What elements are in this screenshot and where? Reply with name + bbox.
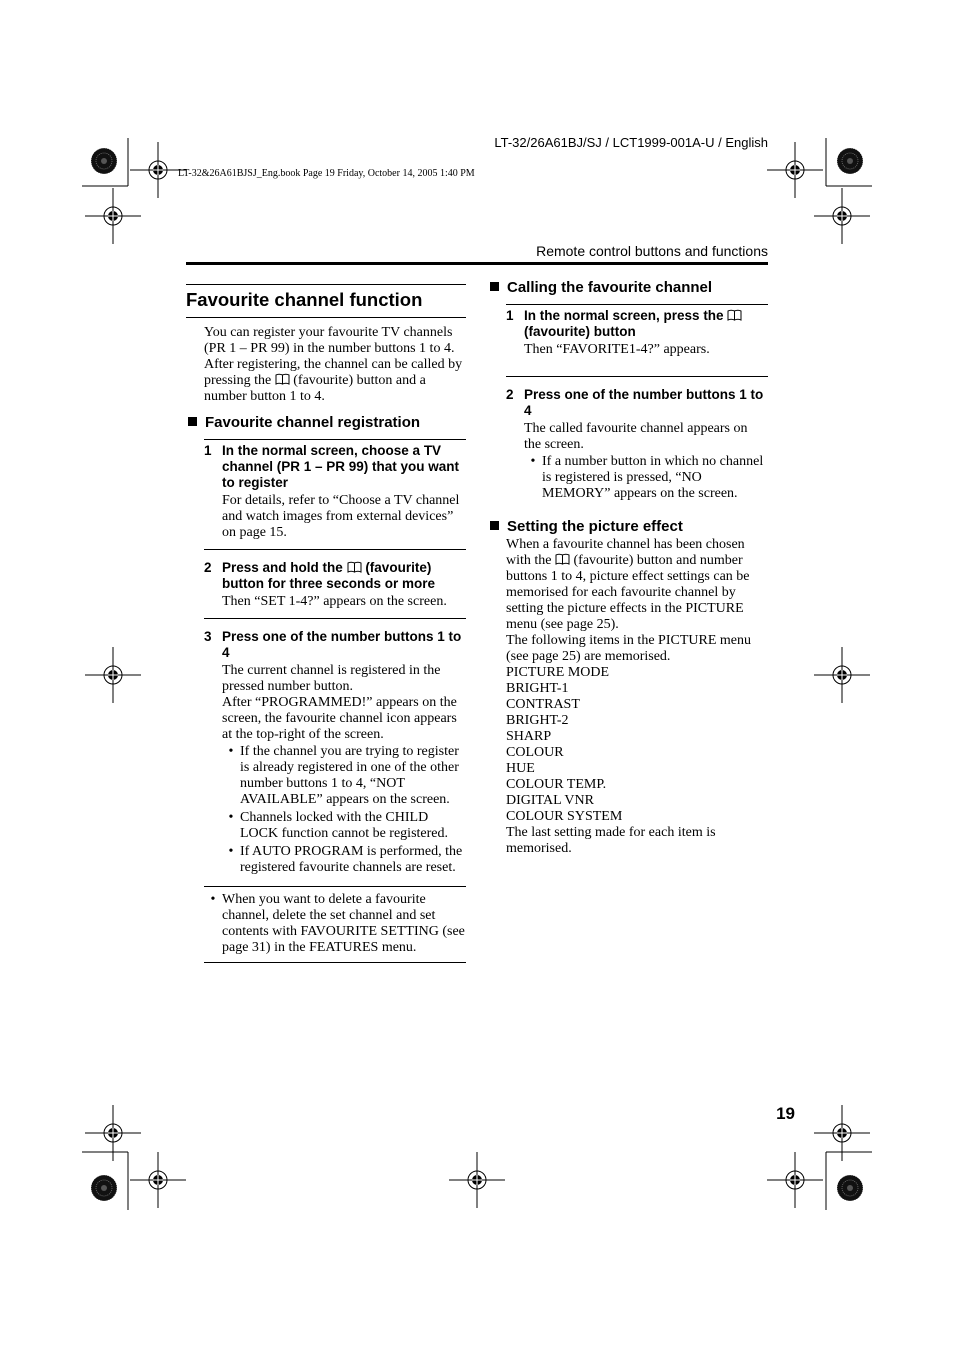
subsection-heading-text: Setting the picture effect bbox=[507, 518, 683, 535]
paragraph-text-2: (favourite) button and number buttons 1 to 4, picture effect settings can be memorised for each favourite channel by setting the picture effects in the PICTURE menu (see page 25). bbox=[506, 553, 750, 632]
step-body-text-1: The current channel is registered in the pressed number button. bbox=[222, 663, 441, 694]
step-1 bbox=[506, 304, 768, 377]
list-item: • Channels locked with the CHILD LOCK function cannot be registered. bbox=[222, 810, 466, 842]
step-body: For details, refer to “Choose a TV channel and watch images from external devices” on page 15. bbox=[222, 493, 460, 540]
subsection-heading bbox=[186, 414, 466, 431]
header-rule bbox=[186, 262, 768, 265]
step-body bbox=[524, 421, 768, 502]
note-box bbox=[204, 887, 466, 963]
step-heading bbox=[222, 560, 466, 592]
step-3 bbox=[204, 629, 466, 887]
list-item: • If the channel you are trying to register is already registered in one of the other number buttons 1 to 4, “NOT AVAILABLE” appears on the screen. bbox=[222, 744, 466, 808]
list-item: BRIGHT-2 bbox=[506, 713, 569, 728]
list-item: CONTRAST bbox=[506, 697, 580, 712]
step-body: Then “FAVORITE1-4?” appears. bbox=[524, 342, 710, 357]
step-2 bbox=[204, 560, 466, 619]
step-body: Then “SET 1-4?” appears on the screen. bbox=[222, 594, 447, 609]
list-item: SHARP bbox=[506, 729, 552, 744]
step-number: 3 bbox=[204, 629, 212, 644]
left-column bbox=[186, 284, 466, 963]
open-book-icon bbox=[555, 553, 570, 565]
note-item: • When you want to delete a favourite channel, delete the set channel and set contents with FAVOURITE SETTING (see page 31) in the FEATURES menu. bbox=[210, 892, 465, 955]
list-item: COLOUR SYSTEM bbox=[506, 809, 623, 824]
list-item-text: If a number button in which no channel is registered is pressed, “NO MEMORY” appears on the screen. bbox=[542, 454, 764, 501]
list-item: COLOUR bbox=[506, 745, 564, 760]
intro-paragraph bbox=[204, 325, 466, 405]
note-text: When you want to delete a favourite channel, delete the set channel and set contents with FAVOURITE SETTING (see page 31) in the FEATURES menu. bbox=[222, 892, 465, 955]
open-book-icon bbox=[275, 373, 290, 385]
step-number: 1 bbox=[506, 308, 514, 323]
list-item-text: Channels locked with the CHILD LOCK function cannot be registered. bbox=[240, 810, 448, 841]
step-heading-text-2: (favourite) button for three seconds or more bbox=[222, 560, 436, 591]
intro-text-2: (favourite) button and a number button 1 to 4. bbox=[204, 373, 426, 404]
book-file-line: LT-32&26A61BJSJ_Eng.book Page 19 Friday, October 14, 2005 1:40 PM bbox=[178, 168, 475, 179]
subsection-heading-text: Calling the favourite channel bbox=[507, 279, 713, 296]
step-2 bbox=[506, 387, 768, 510]
step-number: 2 bbox=[204, 560, 212, 575]
step-heading: Press one of the number buttons 1 to 4 bbox=[222, 629, 462, 660]
step-heading-text-1: Press and hold the bbox=[222, 560, 343, 575]
page-number: 19 bbox=[776, 1104, 795, 1123]
list-item: PICTURE MODE bbox=[506, 665, 610, 680]
list-item: HUE bbox=[506, 761, 535, 776]
paragraph: The following items in the PICTURE menu (see page 25) are memorised. bbox=[506, 633, 751, 664]
paragraph bbox=[506, 537, 768, 633]
picture-effect-body bbox=[506, 537, 768, 857]
list-item-text: If the channel you are trying to register is already registered in one of the other number buttons 1 to 4, “NOT AVAILABLE” appears on the screen. bbox=[240, 744, 459, 807]
subsection-heading bbox=[488, 279, 768, 296]
right-column bbox=[488, 279, 768, 857]
section-title: Favourite channel function bbox=[186, 284, 466, 318]
step-number: 1 bbox=[204, 443, 212, 458]
running-header: Remote control buttons and functions bbox=[536, 243, 768, 259]
list-item: COLOUR TEMP. bbox=[506, 777, 607, 792]
step-body-text: The called favourite channel appears on the screen. bbox=[524, 421, 748, 452]
paragraph: The last setting made for each item is memorised. bbox=[506, 825, 716, 856]
list-item: BRIGHT-1 bbox=[506, 681, 569, 696]
list-item: • If a number button in which no channel is registered is pressed, “NO MEMORY” appears on the screen. bbox=[524, 454, 768, 502]
open-book-icon bbox=[727, 309, 742, 321]
step-1 bbox=[204, 439, 466, 550]
paragraph-text-1: When a favourite channel has been chosen with the bbox=[506, 537, 745, 568]
open-book-icon bbox=[347, 561, 362, 573]
step-body-text-2: After “PROGRAMMED!” appears on the screen, the favourite channel icon appears at the top-right of the screen. bbox=[222, 695, 457, 742]
menu-item-list bbox=[506, 665, 768, 825]
list-item: • If AUTO PROGRAM is performed, the registered favourite channels are reset. bbox=[222, 844, 466, 876]
document-id: LT-32/26A61BJ/SJ / LCT1999-001A-U / English bbox=[494, 135, 768, 150]
step-body bbox=[222, 663, 466, 876]
black-square-icon bbox=[490, 521, 499, 530]
subsection-heading-text: Favourite channel registration bbox=[205, 414, 421, 431]
step-number: 2 bbox=[506, 387, 514, 402]
intro-text-1: You can register your favourite TV channels (PR 1 – PR 99) in the number buttons 1 to 4. After registering, the channel can be called by pressing the bbox=[204, 325, 463, 388]
step-heading-text-2: (favourite) button bbox=[524, 324, 636, 339]
step-heading: In the normal screen, choose a TV channel (PR 1 – PR 99) that you want to register bbox=[222, 443, 460, 490]
black-square-icon bbox=[188, 417, 197, 426]
step-heading-text-1: In the normal screen, press the bbox=[524, 308, 724, 323]
black-square-icon bbox=[490, 282, 499, 291]
subsection-heading bbox=[488, 518, 768, 535]
step-heading bbox=[524, 308, 768, 340]
step-heading: Press one of the number buttons 1 to 4 bbox=[524, 387, 764, 418]
list-item-text: If AUTO PROGRAM is performed, the registered favourite channels are reset. bbox=[240, 844, 463, 875]
list-item: DIGITAL VNR bbox=[506, 793, 594, 808]
